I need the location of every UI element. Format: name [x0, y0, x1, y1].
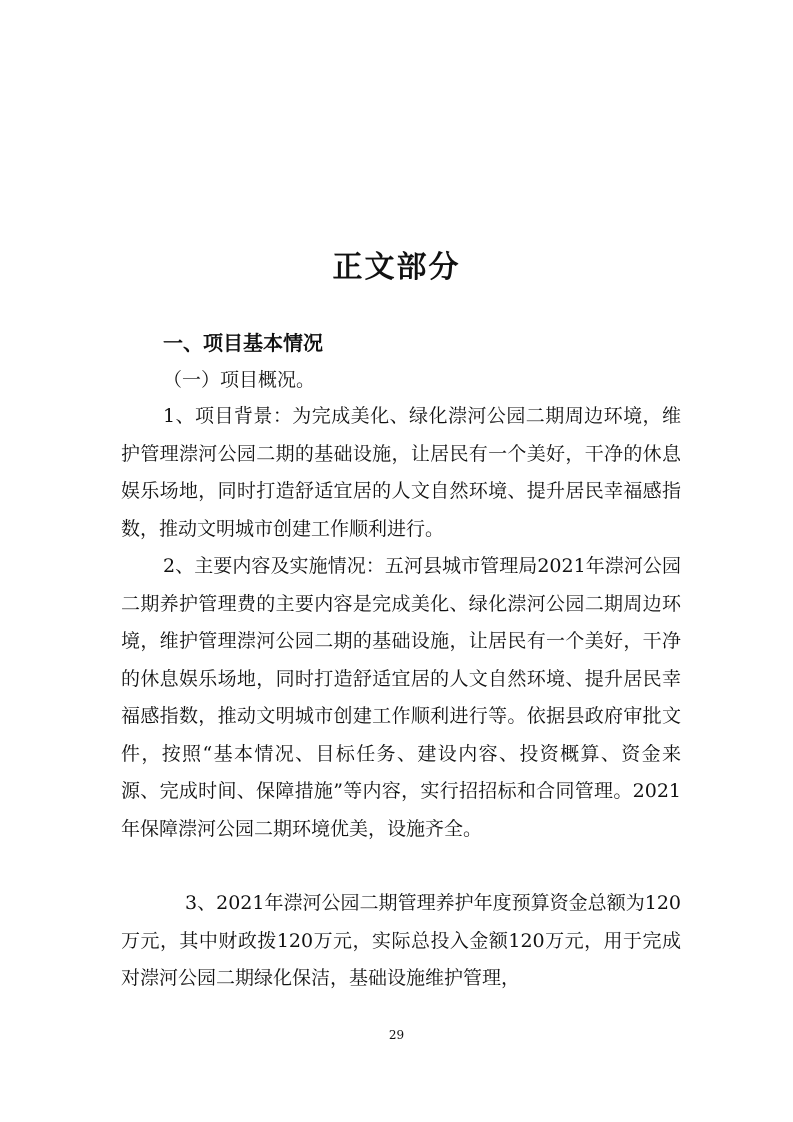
section-heading: 一、项目基本情况: [163, 331, 323, 355]
page-title: 正文部分: [332, 250, 461, 285]
subsection-heading: （一）项目概况。: [163, 369, 316, 391]
paragraph-main-content: 2、主要内容及实施情况：五河县城市管理局2021年漴河公园二期养护管理费的主要内容是完成美化、绿化漴河公园二期周边环境，维护管理漴河公园二期的基础设施，让居民有一个美好，干净的休息娱乐场地，同时打造舒适宜居的人文自然环境、提升居民幸福感指数，推动文明城市创建工作顺利进行等。依据县政府审批文件，按照“基本情况、目标任务、建设内容、投资概算、资金来源、完成时间、保障措施”等内容，实行招招标和合同管理。2021年保障漴河公园二期环境优美，设施齐全。: [121, 555, 681, 840]
page-number: 29: [388, 1028, 405, 1042]
paragraph-background: 1、项目背景：为完成美化、绿化漴河公园二期周边环境，维护管理漴河公园二期的基础设施，让居民有一个美好，干净的休息娱乐场地，同时打造舒适宜居的人文自然环境、提升居民幸福感指数，推动文明城市创建工作顺利进行。: [121, 405, 681, 540]
paragraph-budget: 3、2021年漴河公园二期管理养护年度预算资金总额为120万元，其中财政拨120万元，实际总投入金额120万元，用于完成对漴河公园二期绿化保洁，基础设施维护管理，: [121, 892, 681, 989]
